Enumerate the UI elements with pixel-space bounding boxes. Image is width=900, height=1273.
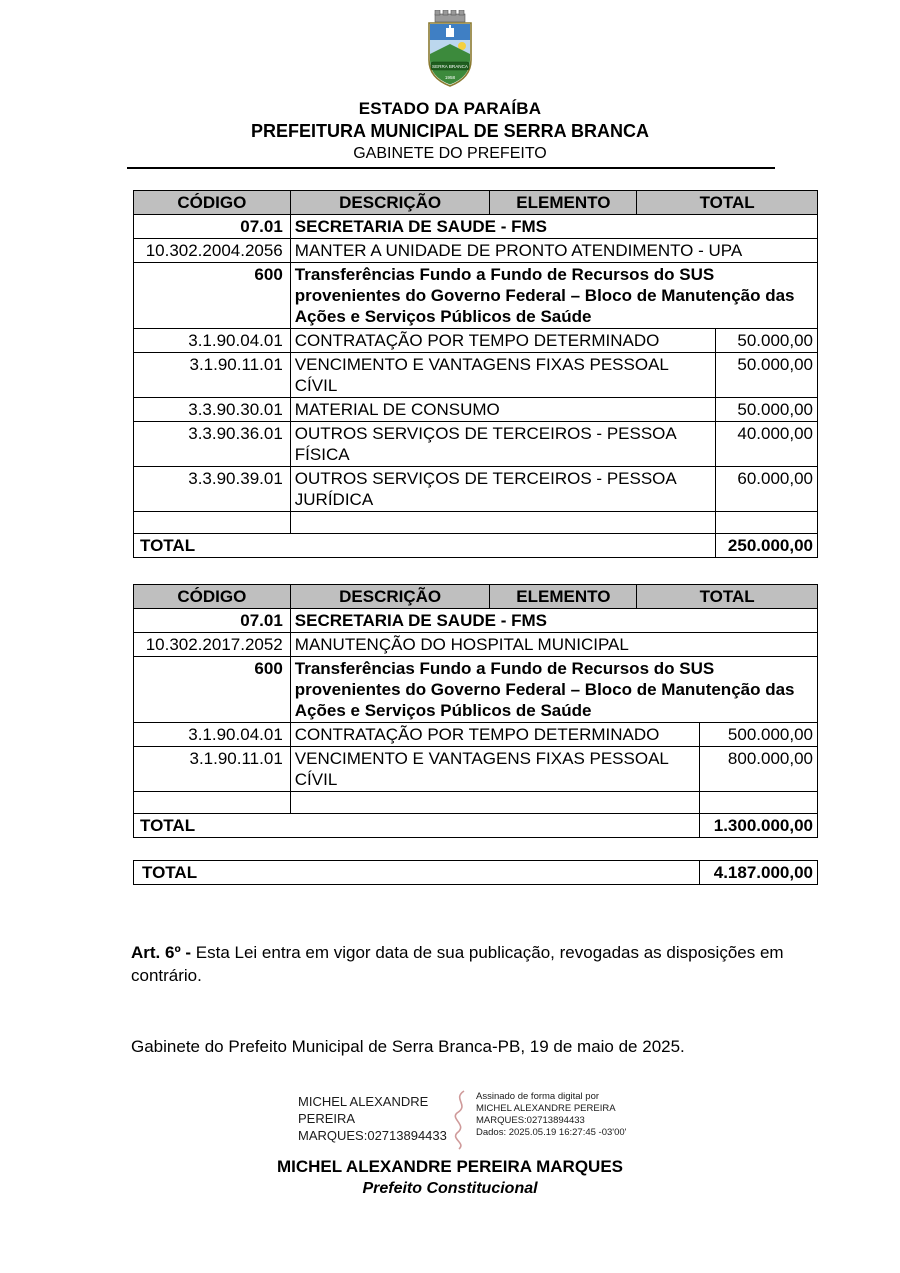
budget-table-2	[133, 584, 818, 838]
column-header-total: TOTAL	[637, 585, 818, 609]
row-description: SECRETARIA DE SAUDE - FMS	[291, 215, 818, 239]
table-row	[134, 609, 818, 633]
row-description: MANUTENÇÃO DO HOSPITAL MUNICIPAL	[291, 633, 818, 657]
crest-ribbon-label: SERRA BRANCA	[432, 64, 468, 69]
article-paragraph	[131, 941, 815, 987]
empty-cell	[291, 792, 700, 814]
column-header-elemento: ELEMENTO	[490, 191, 637, 215]
total-label: TOTAL	[134, 534, 716, 558]
row-code: 3.1.90.11.01	[134, 353, 291, 398]
total-row	[134, 534, 818, 558]
row-code: 3.1.90.04.01	[134, 723, 291, 747]
table-row	[134, 657, 818, 723]
column-header-descricao: DESCRIÇÃO	[291, 191, 491, 215]
table-row	[134, 422, 818, 467]
grand-total-label: TOTAL	[134, 861, 700, 885]
digital-signature-stamp	[298, 1089, 900, 1151]
stamp-detail-line: Assinado de forma digital por	[476, 1091, 600, 1102]
row-code: 10.302.2004.2056	[134, 239, 291, 263]
row-description: Transferências Fundo a Fundo de Recursos do SUS provenientes do Governo Federal – Bloco de Manutenção das Ações e Serviços Públicos de Saúde	[291, 657, 818, 723]
empty-cell	[134, 792, 291, 814]
grand-total-table	[133, 860, 818, 885]
row-value: 50.000,00	[716, 398, 818, 422]
signer-name: MICHEL ALEXANDRE PEREIRA MARQUES	[276, 1157, 623, 1176]
table-row	[134, 239, 818, 263]
empty-cell	[716, 512, 818, 534]
header-divider	[127, 167, 775, 169]
grand-total-row	[134, 861, 818, 885]
row-description: OUTROS SERVIÇOS DE TERCEIROS - PESSOA JURÍDICA	[291, 467, 716, 512]
row-description: CONTRATAÇÃO POR TEMPO DETERMINADO	[291, 329, 716, 353]
row-description: OUTROS SERVIÇOS DE TERCEIROS - PESSOA FÍSICA	[291, 422, 716, 467]
signature-flourish-icon	[448, 1089, 474, 1151]
table-row	[134, 215, 818, 239]
empty-row	[134, 792, 818, 814]
table-row	[134, 353, 818, 398]
total-value: 250.000,00	[716, 534, 818, 558]
row-description: VENCIMENTO E VANTAGENS FIXAS PESSOAL CÍVIL	[291, 747, 700, 792]
row-description: VENCIMENTO E VANTAGENS FIXAS PESSOAL CÍVIL	[291, 353, 716, 398]
row-code: 3.3.90.36.01	[134, 422, 291, 467]
empty-cell	[700, 792, 818, 814]
row-code: 07.01	[134, 609, 291, 633]
table-header-row	[134, 585, 818, 609]
row-value: 50.000,00	[716, 353, 818, 398]
letterhead	[0, 0, 900, 95]
grand-total-value: 4.187.000,00	[700, 861, 818, 885]
row-value: 50.000,00	[716, 329, 818, 353]
stamp-detail-line: MARQUES:02713894433	[476, 1115, 585, 1126]
row-value: 500.000,00	[700, 723, 818, 747]
row-description: MANTER A UNIDADE DE PRONTO ATENDIMENTO - UPA	[291, 239, 818, 263]
crest-year-label: 1958	[444, 75, 456, 80]
column-header-codigo: CÓDIGO	[134, 191, 291, 215]
row-code: 07.01	[134, 215, 291, 239]
table-row	[134, 263, 818, 329]
row-description: SECRETARIA DE SAUDE - FMS	[291, 609, 818, 633]
article-text: Esta Lei entra em vigor data de sua publicação, revogadas as disposições em contrário.	[131, 943, 784, 985]
table-row	[134, 747, 818, 792]
row-value: 60.000,00	[716, 467, 818, 512]
empty-cell	[134, 512, 291, 534]
article-number: Art. 6º -	[131, 943, 192, 962]
row-description: Transferências Fundo a Fundo de Recursos do SUS provenientes do Governo Federal – Bloco de Manutenção das Ações e Serviços Públicos de Saúde	[291, 263, 818, 329]
coat-of-arms-icon	[419, 10, 481, 90]
empty-row	[134, 512, 818, 534]
row-value: 40.000,00	[716, 422, 818, 467]
signature-stamp-name: MICHEL ALEXANDRE PEREIRA MARQUES:02713894433	[298, 1094, 447, 1143]
table-row	[134, 723, 818, 747]
row-code: 10.302.2017.2052	[134, 633, 291, 657]
total-row	[134, 814, 818, 838]
table-row	[134, 467, 818, 512]
municipality-name: PREFEITURA MUNICIPAL DE SERRA BRANCA	[250, 121, 649, 141]
column-header-elemento: ELEMENTO	[490, 585, 637, 609]
closing-line: Gabinete do Prefeito Municipal de Serra Branca-PB, 19 de maio de 2025.	[131, 1037, 685, 1056]
row-code: 600	[134, 263, 291, 329]
table-row	[134, 633, 818, 657]
table-header-row	[134, 191, 818, 215]
column-header-descricao: DESCRIÇÃO	[291, 585, 491, 609]
empty-cell	[291, 512, 716, 534]
row-code: 3.3.90.39.01	[134, 467, 291, 512]
stamp-detail-line: Dados: 2025.05.19 16:27:45 -03'00'	[476, 1127, 627, 1138]
row-value: 800.000,00	[700, 747, 818, 792]
row-code: 3.3.90.30.01	[134, 398, 291, 422]
budget-table-1	[133, 190, 818, 558]
column-header-codigo: CÓDIGO	[134, 585, 291, 609]
table-row	[134, 329, 818, 353]
office-name: GABINETE DO PREFEITO	[353, 145, 547, 162]
state-name: ESTADO DA PARAÍBA	[358, 99, 542, 118]
total-label: TOTAL	[134, 814, 700, 838]
row-code: 3.1.90.04.01	[134, 329, 291, 353]
table-row	[134, 398, 818, 422]
row-code: 600	[134, 657, 291, 723]
stamp-detail-line: MICHEL ALEXANDRE PEREIRA	[476, 1103, 616, 1114]
signature-stamp-details	[476, 1089, 646, 1139]
signer-title: Prefeito Constitucional	[362, 1180, 538, 1197]
row-description: CONTRATAÇÃO POR TEMPO DETERMINADO	[291, 723, 700, 747]
total-value: 1.300.000,00	[700, 814, 818, 838]
row-code: 3.1.90.11.01	[134, 747, 291, 792]
column-header-total: TOTAL	[637, 191, 818, 215]
row-description: MATERIAL DE CONSUMO	[291, 398, 716, 422]
